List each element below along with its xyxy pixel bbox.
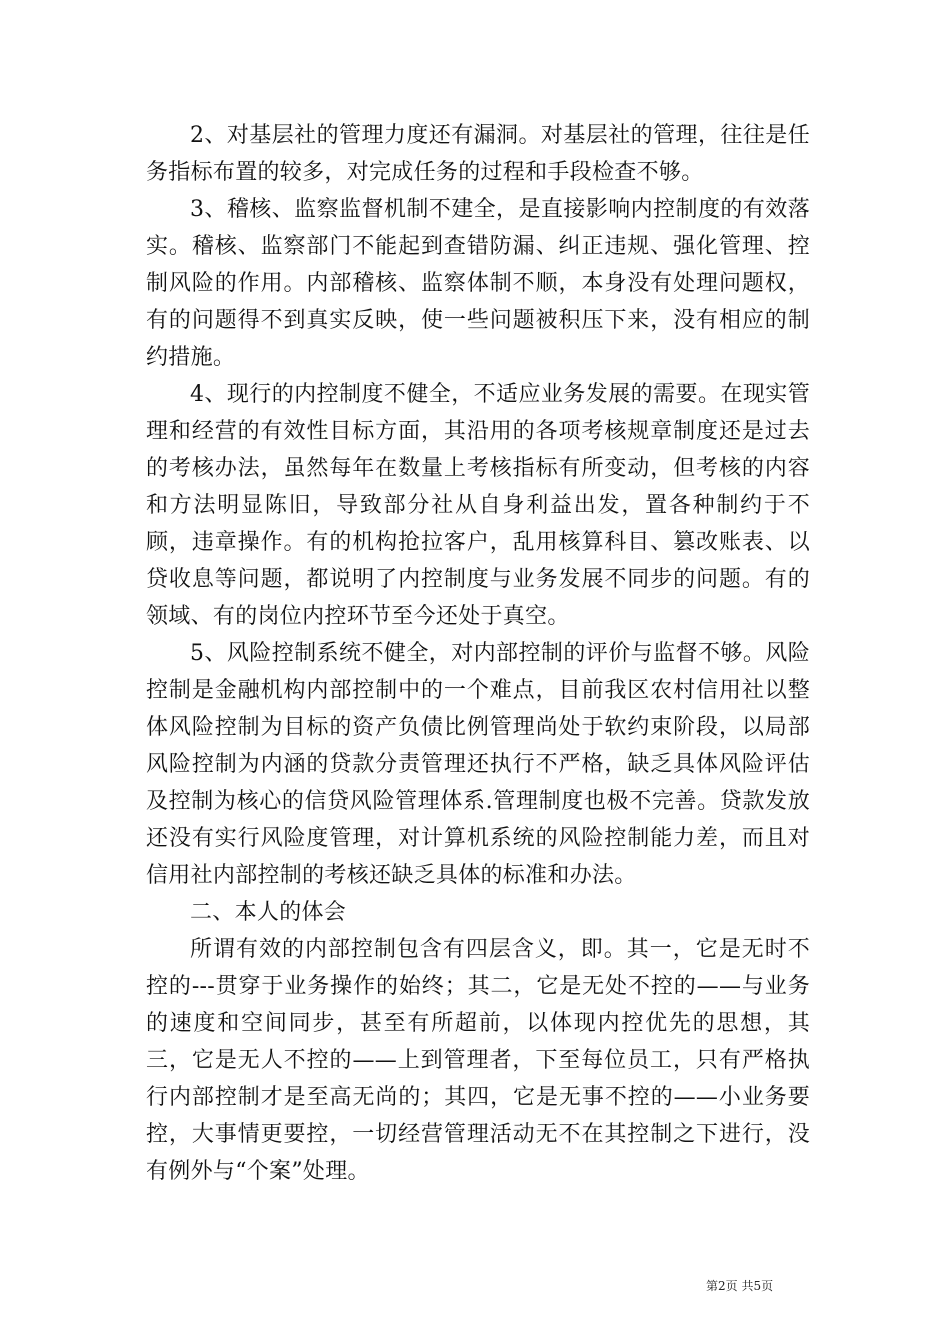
section-heading: 二、本人的体会 <box>190 900 347 925</box>
paragraph-item-2: 2、对基层社的管理力度还有漏洞。对基层社的管理，往往是任务指标布置的较多，对完成任务的过程和手段检查不够。 <box>146 123 810 185</box>
paragraph-item-3: 3、稽核、监察监督机制不建全，是直接影响内控制度的有效落实。稽核、监察部门不能起到查错防漏、纠正违规、强化管理、控制风险的作用。内部稽核、监察体制不顺，本身没有处理问题权，有的问题得不到真实反映，使一些问题被积压下来，没有相应的制约措施。 <box>146 197 810 370</box>
page-number-footer: 第2页 共5页 <box>706 1279 774 1293</box>
paragraph-item-5: 5、风险控制系统不健全，对内部控制的评价与监督不够。风险控制是金融机构内部控制中的一个难点，目前我区农村信用社以整体风险控制为目标的资产负债比例管理尚处于软约束阶段，以局部风险控制为内涵的贷款分责管理还执行不严格，缺乏具体风险评估及控制为核心的信贷风险管理体系.管理制度也极不完善。贷款发放还没有实行风险度管理，对计算机系统的风险控制能力差，而且对信用社内部控制的考核还缺乏具体的标准和办法。 <box>146 641 810 888</box>
paragraph-item-4: 4、现行的内控制度不健全，不适应业务发展的需要。在现实管理和经营的有效性目标方面，其沿用的各项考核规章制度还是过去的考核办法，虽然每年在数量上考核指标有所变动，但考核的内容和方法明显陈旧，导致部分社从自身利益出发，置各种制约于不顾，违章操作。有的机构抢拉客户，乱用核算科目、篡改账表、以贷收息等问题，都说明了内控制度与业务发展不同步的问题。有的领域、有的岗位内控环节至今还处于真空。 <box>146 382 810 629</box>
paragraph-definition: 所谓有效的内部控制包含有四层含义，即。其一，它是无时不控的---贯穿于业务操作的始终；其二，它是无处不控的——与业务的速度和空间同步，甚至有所超前，以体现内控优先的思想，其三，它是无人不控的——上到管理者，下至每位员工，只有严格执行内部控制才是至高无尚的；其四，它是无事不控的——小业务要控，大事情更要控，一切经营管理活动无不在其控制之下进行，没有例外与“个案”处理。 <box>146 937 810 1184</box>
document-body <box>146 117 810 1190</box>
